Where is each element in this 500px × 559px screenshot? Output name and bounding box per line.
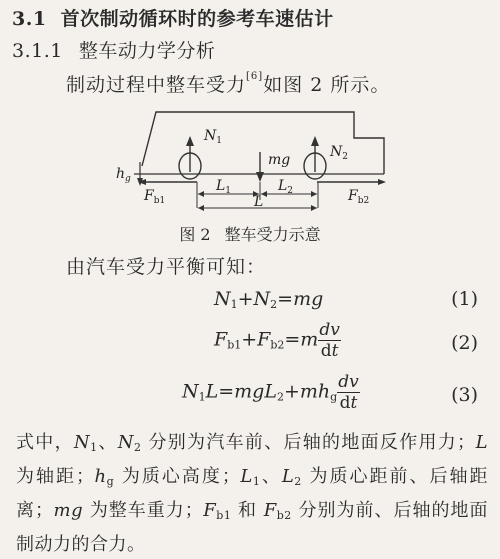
label-N2: $N_2$ (330, 144, 348, 162)
intro-paragraph: 制动过程中整车受力[6]如图 2 所示。 (66, 71, 391, 96)
equation-3-number: (3) (451, 384, 478, 406)
explanation-paragraph: 式中，$N_1$、$N_2$ 分别为汽车前、后轴的地面反作用力；L 为轴距；$h_g$ 为质心高度；$L_1$、$L_2$ 为质心距前、后轴距离；mg 为整车重力；$F_{b1}$ 和 $F_{b2}$ 分别为前、后轴的地面制动力的合力。 (16, 432, 489, 555)
label-Fb1: $F_{b1}$ (144, 188, 166, 206)
label-L2: $L_2$ (278, 178, 294, 196)
equation-1: $N_1+N_2=mg$ (214, 288, 324, 311)
section-title: 首次制动循环时的参考车速估计 (60, 8, 334, 30)
label-L1: $L_1$ (216, 178, 232, 196)
subsection-title: 整车动力学分析 (78, 40, 216, 62)
equation-3: $N_1L=mgL_2+mh_g$ $\frac{dv}{dt}$ (182, 372, 359, 413)
section-heading (12, 4, 334, 31)
equation-2: $F_{b1}+F_{b2}=m$ $\frac{dv}{dt}$ (214, 320, 340, 361)
equation-2-number: (2) (451, 332, 478, 354)
label-mg: mg (268, 152, 291, 168)
equation-1-number: (1) (451, 288, 478, 310)
citation-ref: [6] (246, 71, 264, 82)
label-L: L (254, 194, 264, 210)
label-N1: $N_1$ (204, 128, 222, 146)
subsection-heading (12, 36, 215, 63)
label-Fb2: $F_{b2}$ (348, 188, 370, 206)
label-hg: $h_g$ (116, 166, 131, 184)
balance-text: 由汽车受力平衡可知： (66, 256, 267, 278)
section-number: 3.1 (12, 8, 47, 30)
figure-caption: 图 2 整车受力示意 (179, 225, 321, 244)
vehicle-force-diagram (112, 104, 412, 220)
subsection-number: 3.1.1 (12, 40, 63, 62)
